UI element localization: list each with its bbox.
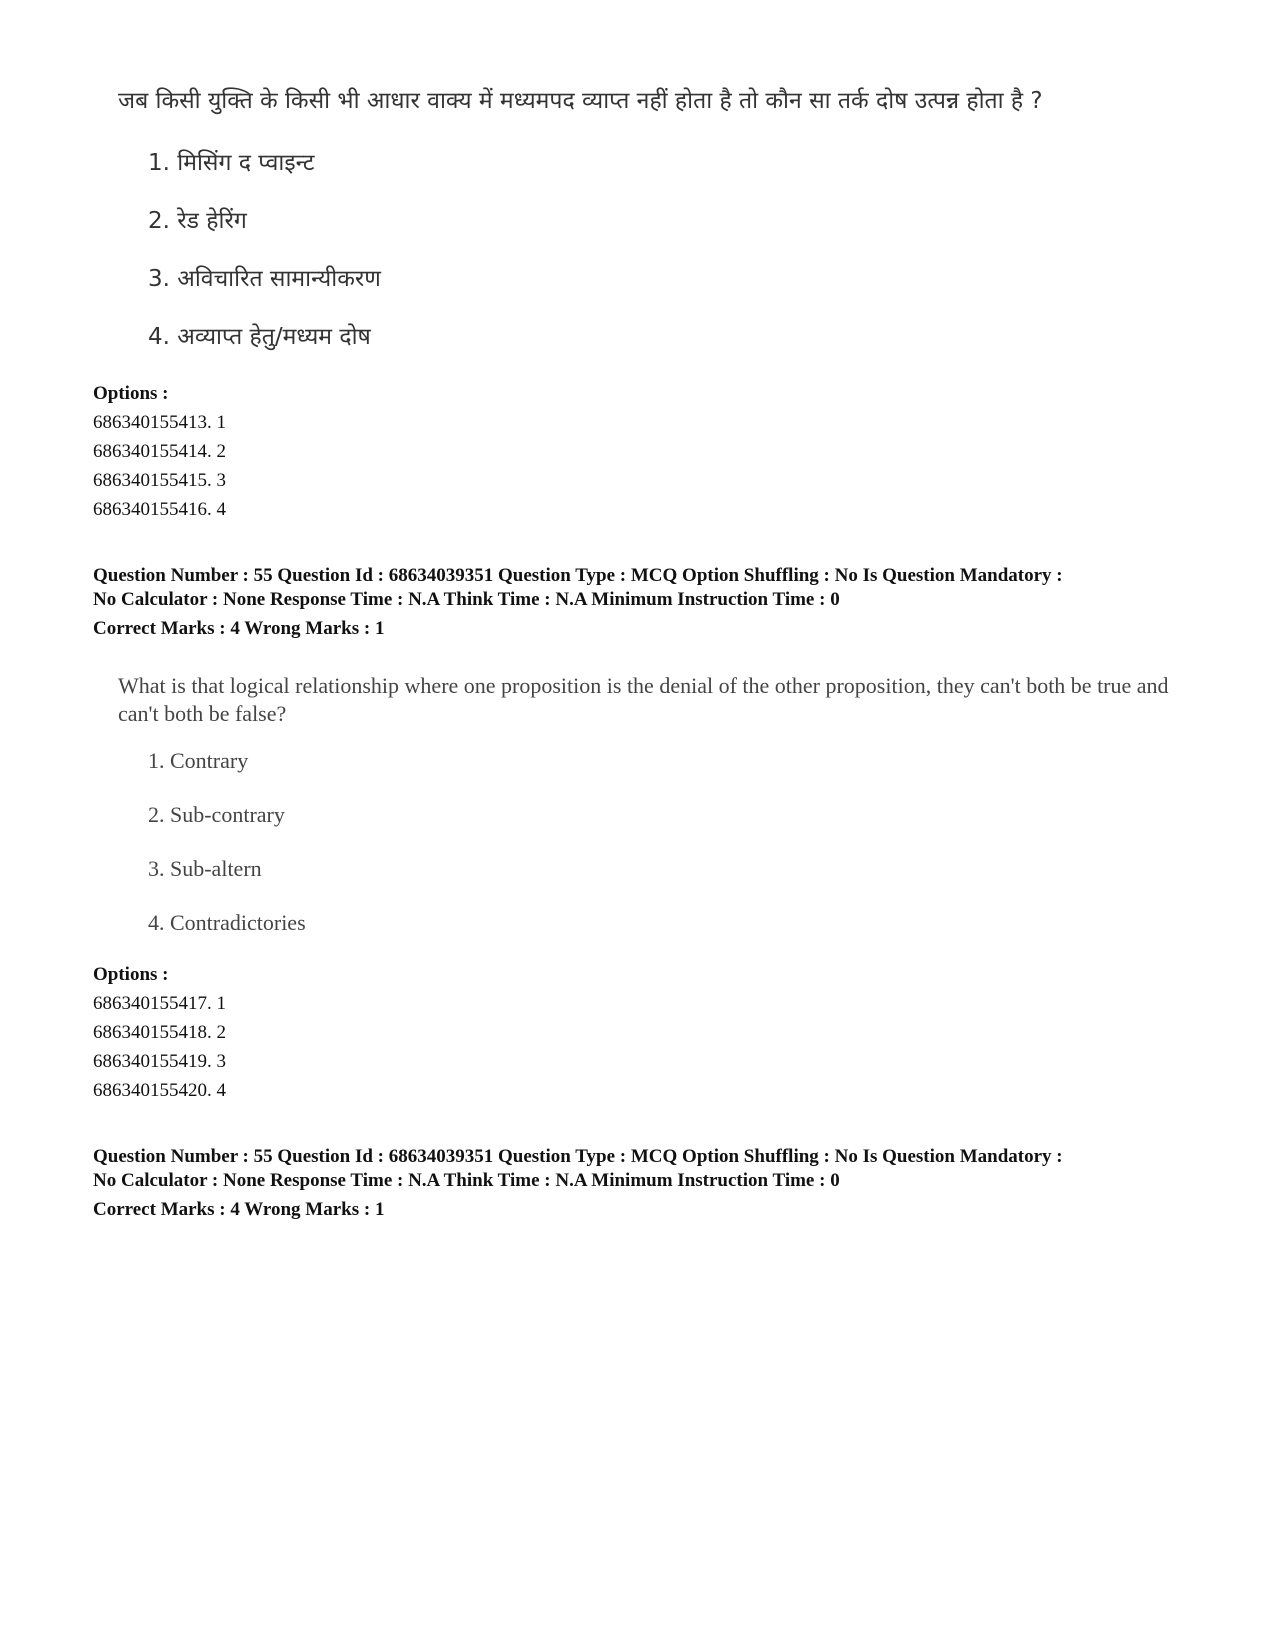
question-meta-line-2: No Calculator : None Response Time : N.A Think Time : N.A Minimum Instruction Time : 0 xyxy=(93,589,840,610)
marks-line: Correct Marks : 4 Wrong Marks : 1 xyxy=(93,618,385,639)
option-id-2: 686340155414. 2 xyxy=(93,441,226,462)
question-meta-line-2: No Calculator : None Response Time : N.A Think Time : N.A Minimum Instruction Time : 0 xyxy=(93,1170,840,1191)
options-label: Options : xyxy=(93,964,169,985)
option-id-2: 686340155418. 2 xyxy=(93,1022,226,1043)
option-id-3: 686340155415. 3 xyxy=(93,470,226,491)
choice-4: 4. Contradictories xyxy=(148,910,306,935)
option-id-4: 686340155416. 4 xyxy=(93,499,226,520)
question-text-hindi: जब किसी युक्ति के किसी भी आधार वाक्य में मध्यमपद व्याप्त नहीं होता है तो कौन सा तर्क दोष उत्पन्न होता है ? xyxy=(118,88,1043,114)
choice-2: 2. रेड हेरिंग xyxy=(148,208,247,234)
question-meta-line-1: Question Number : 55 Question Id : 68634039351 Question Type : MCQ Option Shuffling : No Is Question Mandatory : xyxy=(93,565,1063,586)
choice-3: 3. अविचारित सामान्यीकरण xyxy=(148,266,381,292)
choice-1: 1. Contrary xyxy=(148,748,249,773)
choice-1: 1. मिसिंग द प्वाइन्ट xyxy=(148,150,315,176)
question-meta-line-1: Question Number : 55 Question Id : 68634039351 Question Type : MCQ Option Shuffling : No Is Question Mandatory : xyxy=(93,1146,1063,1167)
option-id-4: 686340155420. 4 xyxy=(93,1080,226,1101)
choice-4: 4. अव्याप्त हेतु/मध्यम दोष xyxy=(148,324,371,350)
marks-line: Correct Marks : 4 Wrong Marks : 1 xyxy=(93,1199,385,1220)
option-id-1: 686340155417. 1 xyxy=(93,993,226,1014)
choice-3: 3. Sub-altern xyxy=(148,856,262,881)
option-id-1: 686340155413. 1 xyxy=(93,412,226,433)
option-id-3: 686340155419. 3 xyxy=(93,1051,226,1072)
question-text-english: What is that logical relationship where one proposition is the denial of the other proposition, they can't both be true and can't both be false? xyxy=(118,673,1169,726)
options-label: Options : xyxy=(93,383,169,404)
choice-2: 2. Sub-contrary xyxy=(148,802,285,827)
